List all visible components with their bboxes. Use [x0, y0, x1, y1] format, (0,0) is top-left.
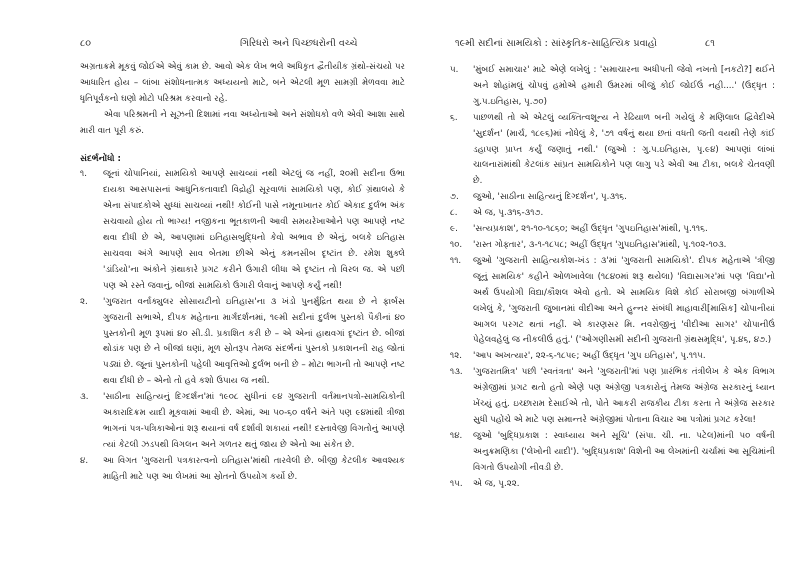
endnote — [450, 111, 775, 191]
endnote — [80, 167, 405, 294]
endnote-number: ૯. — [450, 224, 458, 235]
endnote-number: ૧૦. — [450, 239, 463, 250]
endnote-number: ૨. — [80, 296, 88, 307]
endnote-number: ૩. — [80, 392, 89, 403]
body-paragraph: એવા પરિશ્રમની ને સૂઝની દિશામાં નવા અધ્યેતાઓ અને સંશોધકો વળે એવી આશા સાથે મારી વાત પૂરી કરું. — [80, 109, 405, 136]
endnote-text: 'રાસ્ત ગોફ્તાર', ૩-૧-૧૮૫૮; અહીં ઉદ્ધૃત 'ગુપઇતિહાસ'માંથી, પૃ.૧૦૨-૧૦૩. — [473, 239, 727, 250]
right-body — [450, 63, 775, 492]
endnote — [450, 429, 775, 477]
endnote-number: ૬. — [450, 112, 458, 123]
left-page-number: ૮૦ — [80, 38, 91, 49]
endnote — [450, 477, 775, 493]
endnote-text: જૂનાં ચોપાનિયાં, સામયિકો આપણે સાચવ્યાં નથી એટલું જ નહીં, ૨૦મી સદીના ઉભા દાયકા આસપાસનાં આધુનિકતાવાદી વિદ્રોહી સૂરવાળાં સામયિકો પણ, કોઈ ગ્રંથાલયે કે એના સંપાદકોએ સુધ્ધાં સાચવ્યાં નથી! કોઈની પાસે નમૂનાખાતર કોઈ એકાદ દુર્લભ અંક સચવાયો હોય તો ભાગ્ય! નજીકના ભૂતકાળની આવી સમયરેખાઓને પણ આપણે નષ્ટ થવા દીધી છે એ, આપણામાં ઇતિહાસબુદ્ધિનો કેવો અભાવ છે એનું, બલકે ઇતિહાસ સાચવવા અંગે આપણે સાવ બેતમા છીએ એનું કમનસીબ દૃષ્ટાંત છે. રમેશ શુક્લે 'ડાંડિયો'ના અંકોને ગ્રંથાકારે પ્રગટ કરીને ઉગારી લીધા એ દૃષ્ટાંત તો વિરલ જ. એ પછી પણ એ રસ્તે જવાનું, બીજાં સામયિકો ઉગારી લેવાનું આપણે કર્યું નથી! — [103, 169, 405, 291]
left-running-title: ગિરિધરો અને પિચ્છધરોની વચ્ચે — [240, 38, 358, 49]
endnote — [80, 295, 405, 390]
endnote-text: જુઓ 'ગુજરાતી સાહિત્યકોશ-ખંડ : ૩'માં 'ગુજરાતી સામયિકો'. દીપક મહેતાએ 'ત્રીજી જૂનું સામયિક' કહીને ઓળખાવેલા (૧૮૪૦માં શરૂ થયેલા) 'વિદ્યાસાગર'માં પણ 'વિદ્યા'નો અર્થ ઉપયોગી વિદ્યા/કૌશલ એવો હતો. એ સામયિક વિશે કોઈ સોરાબજી બંગાળીએ લખેલું કે, 'ગુજરાતી જુબાનમાં વીદીઆ અને હુન્નર સંબંધી માહાવારી[માસિક] ચોપાનીયાં આગલ પરગટ થતાં નહીં. એ કારણસર મિ. નવરોજીનું 'વીદીઆ સાગર' ચોપાનીઉં પેહેલવહેલું જ નીકલીઉં હતું.' ('ઓગણીસમી સદીની ગુજરાતી ગ્રંથસમૃદ્ધિ', પૃ.૪૬, ૪૭.) — [473, 255, 775, 346]
endnote — [450, 206, 775, 222]
endnote-number: ૧૪. — [450, 430, 463, 441]
endnote-text: 'ગુજરાતમિત્ર' પછી 'સ્વતંત્રતા' અને 'ગુજરાતી'માં પણ પ્રારંભિક તંત્રીલેખ કે એક વિભાગ અંગ્રેજીમાં પ્રગટ થતો હતો એણે પણ અંગ્રેજી પત્રકારોનું તેમજ અંગ્રેજ સરકારનું ધ્યાન ખેંચ્યું હતું. ઇચ્છારામ દેસાઈએ તો, પોતે આકરી રાજકીય ટીકા કરતા તે અંગ્રેજ સરકાર સુધી પહોંચે એ માટે પણ સમાન્તરે અંગ્રેજીમાં પોતાના વિચાર આ પત્રોમાં પ્રગટ કરેલા! — [473, 367, 775, 425]
right-page-number: ૮૧ — [705, 38, 715, 49]
endnote-number: ૧૨. — [450, 351, 462, 362]
endnote — [450, 349, 775, 365]
endnote-text: 'સત્યપ્રકાશ', ૨૧-૧૦-૧૮૬૦; અહીં ઉદ્ધૃત 'ગુપઇતિહાસ'માંથી, પૃ.૧૧૬. — [473, 224, 708, 235]
endnote-text: એ જ, પૃ.૩૧૬-૩૧૭. — [473, 208, 544, 219]
endnote — [450, 222, 775, 238]
endnote-number: ૪. — [80, 455, 89, 466]
endnote-text: પાછળથી તો એ એટલું વ્યક્તિત્વશૂન્ય ને રેઢિયાળ બની ગયેલું કે મણિલાલ દ્વિવેદીએ 'સુદર્શન' (માર્ચ, ૧૮૯૬)માં નોંધેલું કે, '૭૧ વર્ષનું થયા છતાં વધતી જતી વયથી તેણે કાંઈ ડહાપણ પ્રાપ્ત કર્યું જણાતું નથી.' (જુઓ : ગુ.પ.ઇતિહાસ, પૃ.૯૪) આપણાં લાંબાં ચાલનારાંમાંથી કેટલાંક સાંપ્રત સામયિકોને પણ લાગુ પડે એવી આ ટીકા, બલકે ચેતવણી છે. — [473, 112, 775, 187]
endnote — [450, 238, 775, 254]
endnote — [450, 254, 775, 349]
endnote-number: ૧૫. — [450, 478, 463, 489]
right-page — [400, 0, 800, 566]
endnote-text: 'આપ અખત્યાર', ૨૨-૬-૧૮૫૯; અહીં ઉદ્ધૃત 'ગુપ ઇતિહાસ', પૃ.૧૧૫. — [473, 351, 706, 362]
right-running-title: ૧૯મી સદીનાં સામયિકો : સાંસ્કૃતિક-સાહિત્યિક પ્રવાહો — [455, 38, 657, 49]
notes-heading: સંદર્ભનોંધો : — [80, 153, 121, 164]
endnote — [80, 454, 405, 486]
endnote — [80, 390, 405, 454]
endnote — [450, 365, 775, 429]
endnote — [450, 190, 775, 206]
body-paragraph: અગ્રતાક્રમે મૂકવું જોઈએ એવું કામ છે. આવો એક લેખ ભલે અધિકૃત દ્વૈતીયીક ગ્રંથો-સંચયો પર આધારિત હોય – લાંબા સંશોધનાત્મક અધ્યયનો માટે, બને એટલી મૂળ સામગ્રી મેળવવા માટે ધૃતિપૂર્વકનો ઘણો મોટો પરિશ્રમ કરવાનો રહે. — [80, 62, 405, 104]
endnote-text: 'મુંબઈ સમાચાર' માટે એણે લખેલું : 'સમાચારના અધીપતી જેવો નખતો [નકટો?] થઈને અને શોહાંમલું ચોપવું હમોએ હમારી ઉમરમાં બીજું કોઈ જોઈઉં નહી....' (ઉદ્ધૃત : ગુ.પ.ઇતિહાસ, પૃ.૭૦) — [473, 65, 775, 107]
endnote-text: 'સાઠીના સાહિત્યનું દિગ્દર્શન'માં ૧૯૦૮ સુધીનાં ૯૪ ગુજરાતી વર્તમાનપત્રો-સામયિકોની અકારાદિક્રમ યાદી મૂકવામાં આવી છે. એમાં, આ ૫૦-૬૦ વર્ષને અંતે પણ ૯૪માંથી ત્રીજા ભાગનાં પત્ર-પત્રિકાઓનાં શરૂ થયાનાં વર્ષ દર્શાવી શકાયાં નથી! દસ્તાવેજી વિગતોનું આપણે ત્યાં કેટલી ઝડપથી વિગલન અને ગળતર થતું જાય છે એનો આ સંકેત છે. — [103, 392, 405, 450]
endnote-number: ૫. — [450, 65, 459, 75]
endnote-text: એ જ, પૃ.૨૨. — [473, 478, 520, 489]
left-body — [80, 60, 405, 486]
endnote-text: જુઓ 'બુદ્ધિપ્રકાશ : સ્વાધ્યાય અને સૂચિ' (સંપા. ચી. ના. પટેલ)માંની ૫૦ વર્ષની અનુક્રમણિકા ('લેખોની યાદી'). 'બુદ્ધિપ્રકાશ' વિશેની આ લેખમાંની ચર્ચામાં આ સૂચિમાંની વિગતો ઉપયોગી નીવડી છે. — [473, 430, 775, 473]
endnote-number: ૧૧. — [450, 255, 462, 266]
endnote-number: ૧૩. — [450, 367, 463, 378]
endnote — [450, 63, 775, 111]
endnote-text: આ વિગત 'ગુજરાતી પત્રકારત્વનો ઇતિહાસ'માંથી તારવેલી છે. બીજી કેટલીક આવશ્યક માહિતી માટે પણ આ લેખમાં આ સ્રોતનો ઉપયોગ કર્યો છે. — [103, 455, 405, 482]
endnote-number: ૭. — [450, 192, 459, 203]
endnote-number: ૮. — [450, 208, 458, 219]
endnote-number: ૧. — [80, 169, 87, 180]
endnote-text: 'ગુજરાત વર્નાક્યુલર સોસાયટીનો ઇતિહાસ'ના ૩ ખંડો પુનર્મુદ્રિત થયા છે ને ફાર્બસ ગુજરાતી સભાએ, દીપક મહેતાના માર્ગદર્શનમાં, ૧૯મી સદીનાં દુર્લભ પુસ્તકો પૈકીનાં ૪૦ પુસ્તકોની મૂળ રૂપમાં ૪૦ સી.ડી. પ્રકાશિત કરી છે – એ એનાં હાથવગાં દૃષ્ટાંત છે. બીજાં થોડાંક પણ છે ને બીજાં ઘણાં, મૂળ સ્રોતરૂપ તેમજ સંદર્ભનાં પુસ્તકો પ્રકાશનની રાહ જોતાં પડ્યાં છે. જૂનાં પુસ્તકોની પહેલી આવૃત્તિઓ દુર્લભ બની છે – મોટા ભાગની તો આપણે નષ્ટ થવા દીધી છે – એનો તો હવે કશો ઉપાય જ નથી. — [103, 296, 405, 387]
endnote-text: જુઓ, 'સાઠીના સાહિત્યનું દિગ્દર્શન', પૃ.૩૧૬. — [473, 192, 627, 203]
